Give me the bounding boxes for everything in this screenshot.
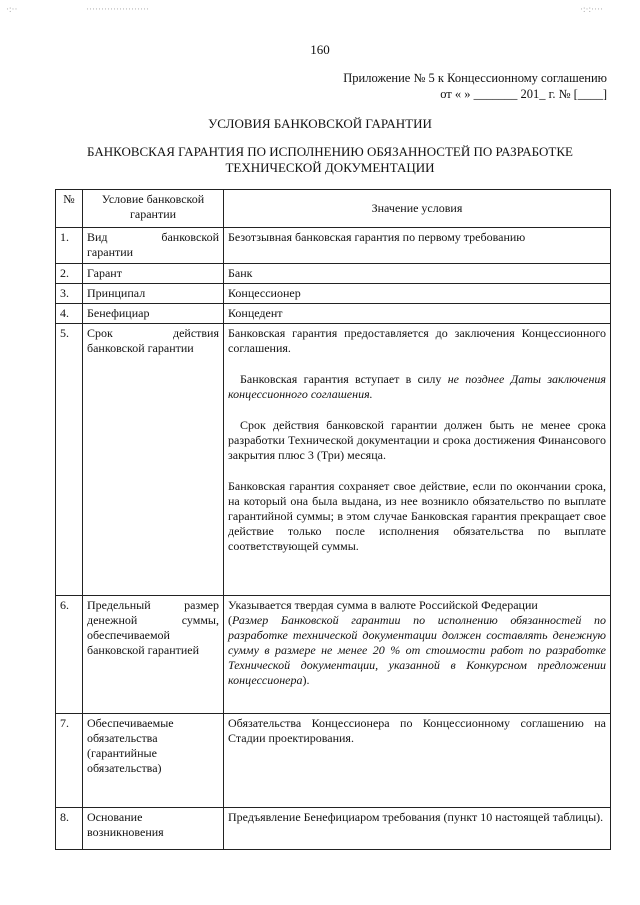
header-num: № xyxy=(56,190,83,228)
scan-artifact: ·:·:···· xyxy=(580,4,603,14)
table-row xyxy=(56,264,611,284)
row-num: 2. xyxy=(56,264,83,284)
value-italic-text: не позднее Даты заключения концессионного соглашения. xyxy=(228,372,607,401)
row-num: 1. xyxy=(56,228,83,264)
header-condition xyxy=(83,190,224,228)
value-text: Банковская гарантия вступает в силу xyxy=(240,372,448,386)
value-paragraph xyxy=(228,372,606,402)
row-value: Банк xyxy=(224,264,611,284)
header-condition-line-1: Условие банковской xyxy=(101,192,205,206)
table-header-row xyxy=(56,190,611,228)
table-row xyxy=(56,228,611,264)
row-value: Безотзывная банковская гарантия по первому требованию xyxy=(224,228,611,264)
header-value-text: Значение условия xyxy=(371,201,463,215)
table-row xyxy=(56,324,611,596)
appendix-line-2: от « » _______ 201_ г. № [____] xyxy=(440,87,607,101)
document-subtitle xyxy=(70,144,590,176)
header-value xyxy=(224,190,611,228)
row-condition: Обеспечиваемые обязательства (гарантийные обязательства) xyxy=(83,714,224,808)
row-condition: Предельный размер денежной суммы, обеспечиваемой банковской гарантией xyxy=(83,596,224,714)
row-condition: Принципал xyxy=(83,284,224,304)
table-row xyxy=(56,808,611,850)
row-num: 8. xyxy=(56,808,83,850)
value-paragraph: Банковская гарантия сохраняет свое действие, если по окончании срока, на который она была выдана, из нее возникло обязательство по выплате гарантийной суммы; в этом случае Банковская гарантия прекращает свое действие только после исполнения обязательства по выплате соответствующей суммы. xyxy=(228,479,606,553)
row-value xyxy=(224,596,611,714)
appendix-line-1: Приложение № 5 к Концессионному соглашению xyxy=(343,71,607,85)
row-value: Концедент xyxy=(224,304,611,324)
row-condition: Бенефициар xyxy=(83,304,224,324)
table-row xyxy=(56,304,611,324)
row-value: Концессионер xyxy=(224,284,611,304)
value-text: ). xyxy=(302,673,310,687)
scan-artifact: ····················· xyxy=(86,4,149,14)
subtitle-line-1: БАНКОВСКАЯ ГАРАНТИЯ ПО ИСПОЛНЕНИЮ ОБЯЗАННОСТЕЙ ПО РАЗРАБОТКЕ xyxy=(87,144,573,159)
value-paragraph: Срок действия банковской гарантии должен быть не менее срока разработки Технической документации и срока достижения Финансового закрытия плюс 3 (Три) месяца. xyxy=(228,418,606,462)
guarantee-conditions-table xyxy=(55,189,611,850)
row-condition xyxy=(83,808,224,850)
value-italic-text: Размер Банковской гарантии по исполнению обязанностей по разработке технической документации должен составлять денежную сумму в размере не менее 20 % от стоимости работ по разработке Технической документации, указанной в Конкурсном предложении концессионера xyxy=(228,613,606,687)
subtitle-line-2: ТЕХНИЧЕСКОЙ ДОКУМЕНТАЦИИ xyxy=(225,160,435,175)
table-row xyxy=(56,714,611,808)
row-condition xyxy=(83,228,224,264)
row-condition xyxy=(83,324,224,596)
scan-artifact: ·:·· xyxy=(6,4,18,14)
row-num: 5. xyxy=(56,324,83,596)
row-value: Предъявление Бенефициаром требования (пункт 10 настоящей таблицы). xyxy=(224,808,611,850)
row-value: Обязательства Концессионера по Концессионному соглашению на Стадии проектирования. xyxy=(224,714,611,808)
row-condition-line-2: гарантии xyxy=(87,245,134,259)
appendix-header xyxy=(343,70,607,102)
header-condition-line-2: гарантии xyxy=(129,207,177,221)
value-paragraph xyxy=(228,613,606,688)
value-paragraph: Банковская гарантия предоставляется до заключения Концессионного соглашения. xyxy=(228,326,606,355)
row-num: 7. xyxy=(56,714,83,808)
row-condition: Гарант xyxy=(83,264,224,284)
document-title: УСЛОВИЯ БАНКОВСКОЙ ГАРАНТИИ xyxy=(208,116,432,131)
table-row xyxy=(56,596,611,714)
page-number: 160 xyxy=(310,42,330,57)
row-condition-line-1: Основание xyxy=(87,810,143,824)
row-num: 3. xyxy=(56,284,83,304)
row-num: 6. xyxy=(56,596,83,714)
row-condition-line-2: возникновения xyxy=(87,825,164,839)
row-condition-line-1: Срок действия xyxy=(87,326,219,340)
value-paragraph: Указывается твердая сумма в валюте Российской Федерации xyxy=(228,598,538,612)
row-condition-line-1: Вид банковской xyxy=(87,230,219,244)
row-num: 4. xyxy=(56,304,83,324)
row-condition-line-2: банковской гарантии xyxy=(87,341,194,355)
row-value xyxy=(224,324,611,596)
value-text: ( xyxy=(228,613,232,627)
table-row xyxy=(56,284,611,304)
